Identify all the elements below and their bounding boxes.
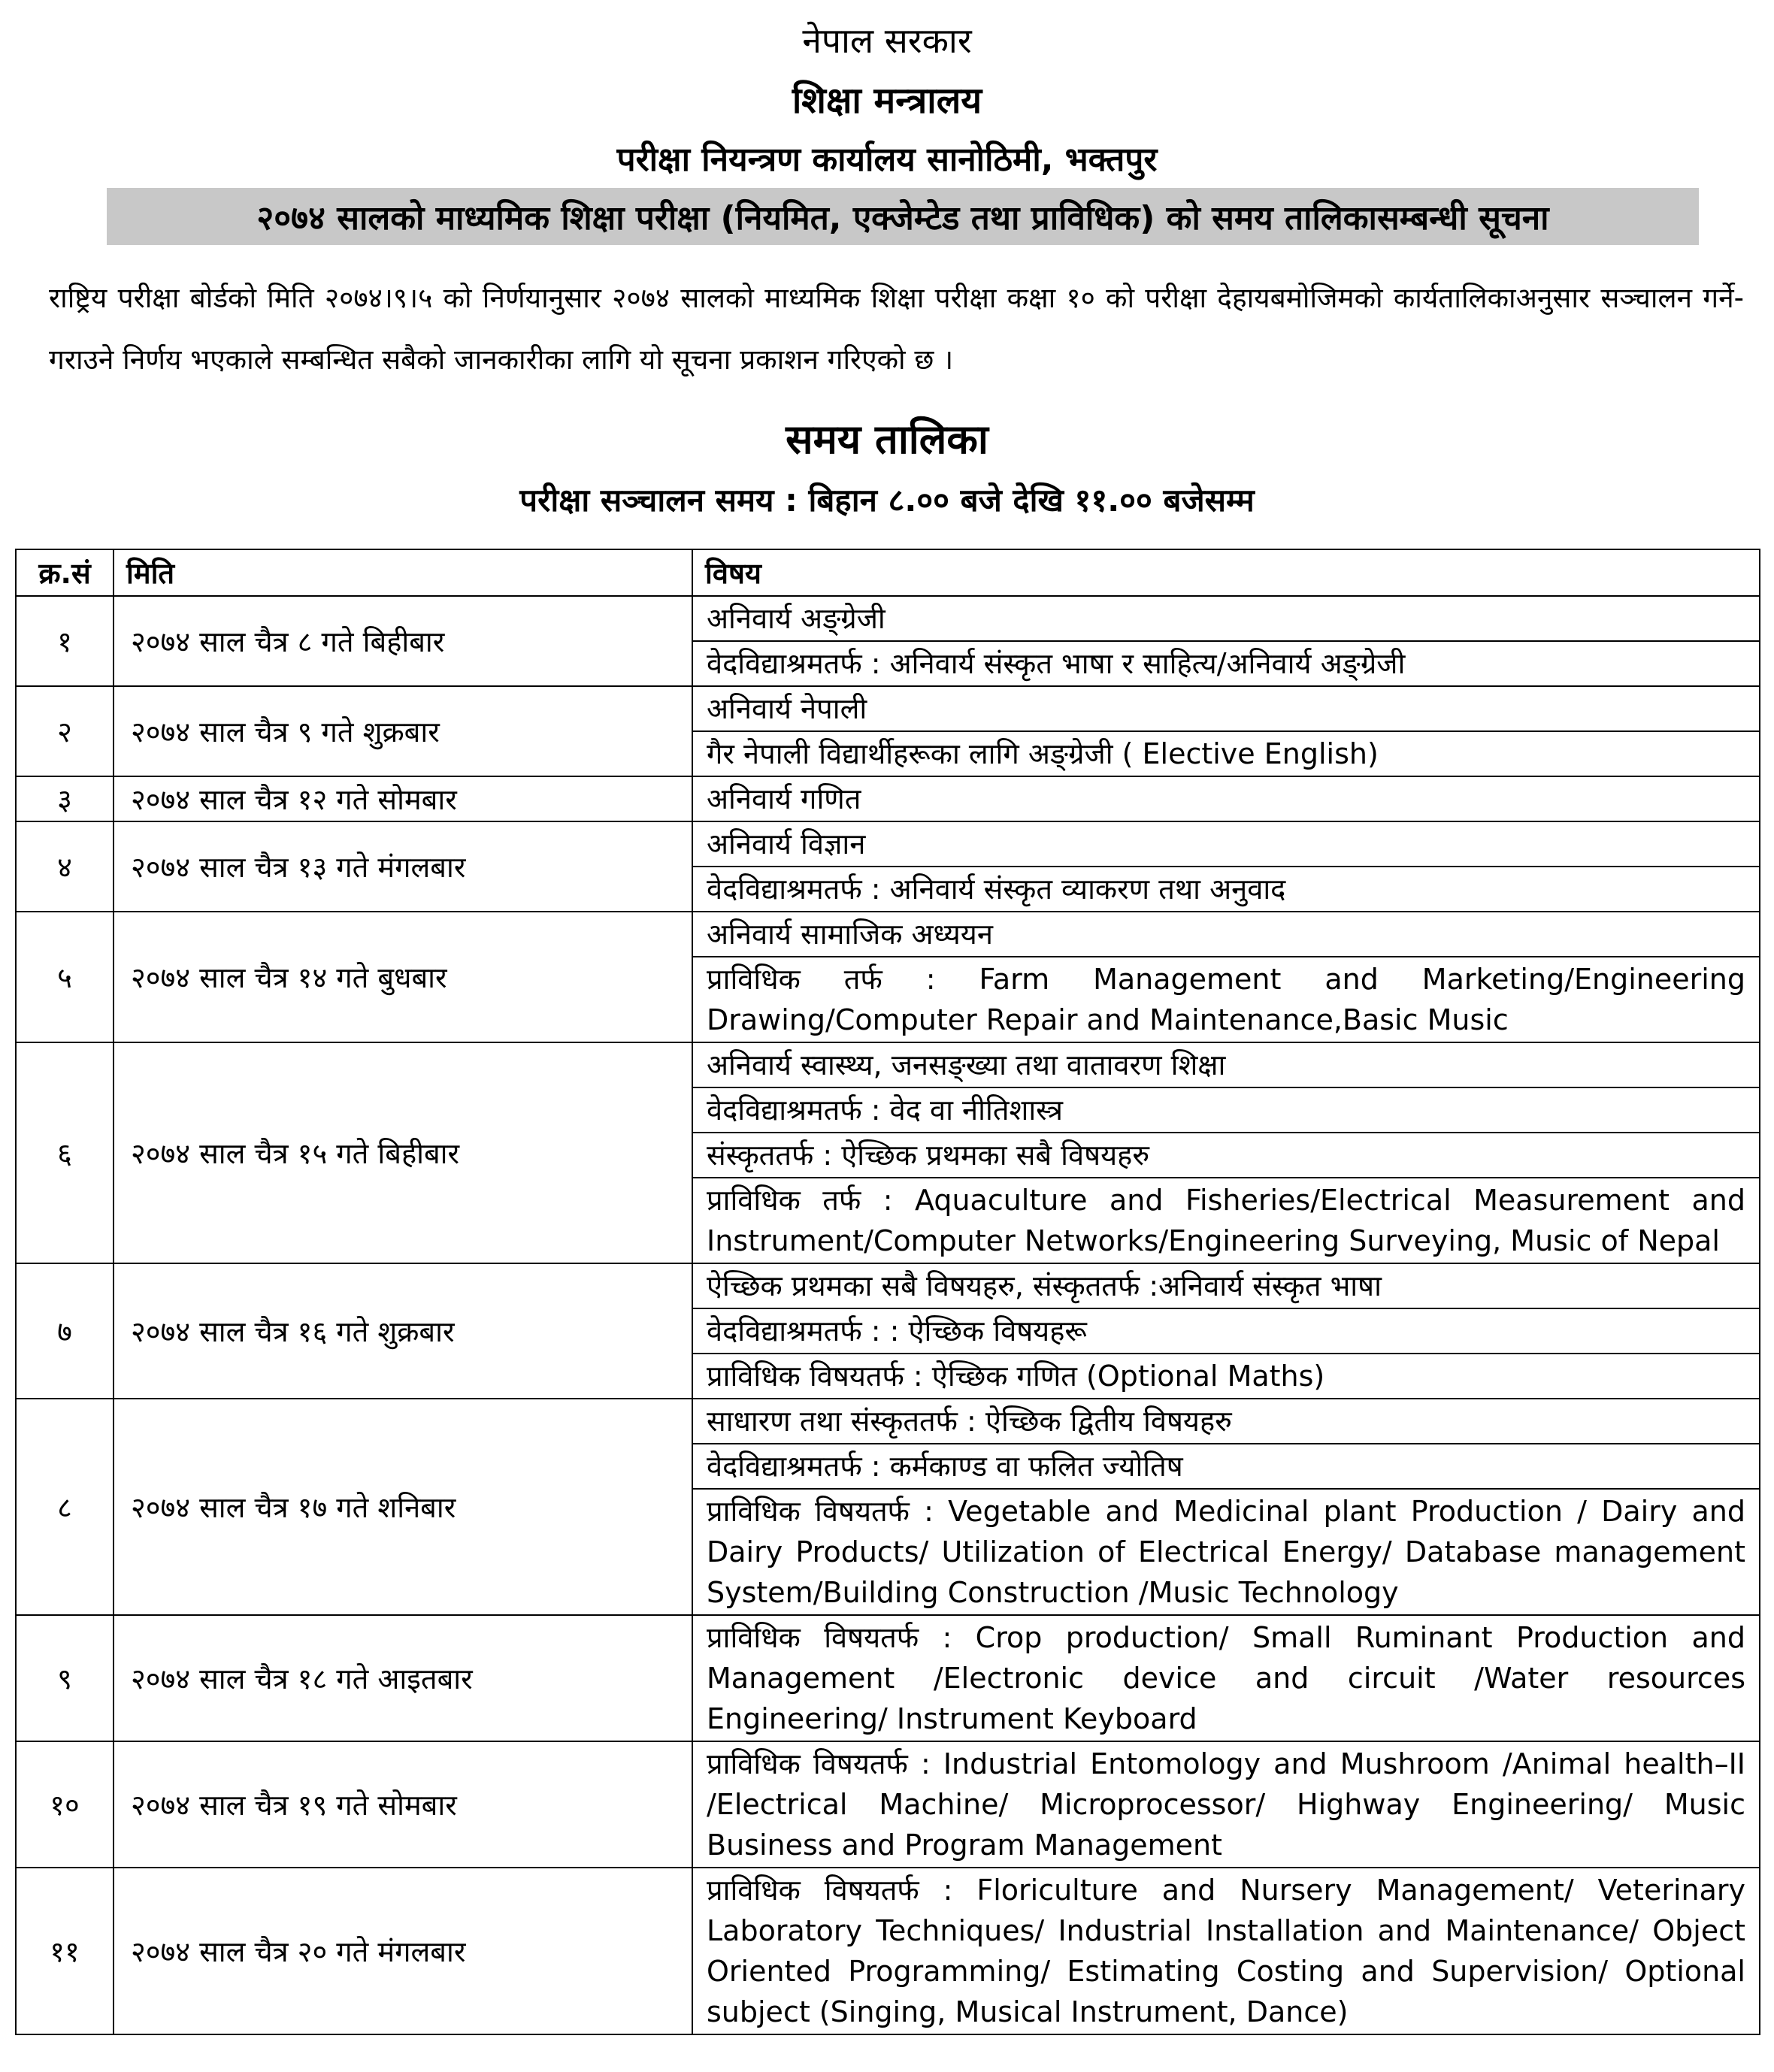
table-row	[16, 596, 1760, 641]
row-date: २०७४ साल चैत्र १२ गते सोमबार	[114, 776, 692, 821]
row-date: २०७४ साल चैत्र १७ गते शनिबार	[114, 1399, 692, 1615]
row-date: २०७४ साल चैत्र २० गते मंगलबार	[114, 1868, 692, 2034]
row-subject: अनिवार्य स्वास्थ्य, जनसङ्ख्या तथा वातावरण शिक्षा	[692, 1042, 1760, 1087]
row-date: २०७४ साल चैत्र १४ गते बुधबार	[114, 912, 692, 1042]
row-serial-number: ८	[16, 1399, 114, 1615]
row-subject: प्राविधिक तर्फ : Farm Management and Marketing/Engineering Drawing/Computer Repair and Maintenance,Basic Music	[692, 957, 1760, 1042]
row-subject: साधारण तथा संस्कृततर्फ : ऐच्छिक द्वितीय विषयहरु	[692, 1399, 1760, 1444]
row-serial-number: २	[16, 686, 114, 776]
table-row	[16, 1741, 1760, 1868]
row-subject: वेदविद्याश्रमतर्फ : : ऐच्छिक विषयहरू	[692, 1308, 1760, 1354]
row-subject: अनिवार्य विज्ञान	[692, 821, 1760, 867]
row-serial-number: ११	[16, 1868, 114, 2034]
row-date: २०७४ साल चैत्र १६ गते शुक्रबार	[114, 1263, 692, 1399]
row-date: २०७४ साल चैत्र १५ गते बिहीबार	[114, 1042, 692, 1263]
row-subject: प्राविधिक विषयतर्फ : Industrial Entomology and Mushroom /Animal health–II /Electrical Machine/ Microprocessor/ Highway Engineering/ Music Business and Program Management	[692, 1741, 1760, 1868]
row-subject: प्राविधिक विषयतर्फ : Crop production/ Small Ruminant Production and Management /Electronic device and circuit /Water resources Engineering/ Instrument Keyboard	[692, 1615, 1760, 1741]
row-subject: अनिवार्य नेपाली	[692, 686, 1760, 731]
row-serial-number: १०	[16, 1741, 114, 1868]
row-serial-number: ५	[16, 912, 114, 1042]
row-subject: गैर नेपाली विद्यार्थीहरूका लागि अङ्ग्रेजी ( Elective English)	[692, 731, 1760, 776]
exam-time: परीक्षा सञ्चालन समय : बिहान ८.०० बजे देखि ११.०० बजेसम्म	[519, 482, 1255, 519]
row-subject: अनिवार्य सामाजिक अध्ययन	[692, 912, 1760, 957]
row-serial-number: १	[16, 596, 114, 686]
row-subject: प्राविधिक विषयतर्फ : ऐच्छिक गणित (Optional Maths)	[692, 1354, 1760, 1399]
row-date: २०७४ साल चैत्र १३ गते मंगलबार	[114, 821, 692, 912]
row-serial-number: ९	[16, 1615, 114, 1741]
intro-paragraph: राष्ट्रिय परीक्षा बोर्डको मिति २०७४।९।५ को निर्णयानुसार २०७४ सालको माध्यमिक शिक्षा परीक्षा कक्षा १० को परीक्षा देहायबमोजिमको कार्यतालिकाअनुसार सञ्चालन गर्ने-गराउने निर्णय भएकाले सम्बन्धित सबैको जानकारीका लागि यो सूचना प्रकाशन गरिएको छ ।	[49, 282, 1744, 376]
table-row	[16, 821, 1760, 867]
header-subject: विषय	[692, 549, 1760, 596]
row-subject: प्राविधिक विषयतर्फ : Floriculture and Nursery Management/ Veterinary Laboratory Techniques/ Industrial Installation and Maintenance/ Object Oriented Programming/ Estimating Costing and Supervision/ Optional subject (Singing, Musical Instrument, Dance)	[692, 1868, 1760, 2034]
table-row	[16, 1399, 1760, 1444]
row-subject: वेदविद्याश्रमतर्फ : अनिवार्य संस्कृत भाषा र साहित्य/अनिवार्य अङ्ग्रेजी	[692, 641, 1760, 686]
header-sn: क्र.सं	[16, 549, 114, 596]
row-subject: वेदविद्याश्रमतर्फ : कर्मकाण्ड वा फलित ज्योतिष	[692, 1444, 1760, 1489]
row-serial-number: ४	[16, 821, 114, 912]
table-row	[16, 1042, 1760, 1087]
table-row	[16, 776, 1760, 821]
notice-title: २०७४ सालको माध्यमिक शिक्षा परीक्षा (नियमित, एक्जेम्टेड तथा प्राविधिक) को समय तालिकासम्बन्धी सूचना	[107, 188, 1699, 245]
row-subject: प्राविधिक तर्फ : Aquaculture and Fisheries/Electrical Measurement and Instrument/Computer Networks/Engineering Surveying, Music of Nepal	[692, 1178, 1760, 1263]
row-subject: वेदविद्याश्रमतर्फ : वेद वा नीतिशास्त्र	[692, 1087, 1760, 1133]
row-subject: अनिवार्य अङ्ग्रेजी	[692, 596, 1760, 641]
row-date: २०७४ साल चैत्र ८ गते बिहीबार	[114, 596, 692, 686]
row-subject: संस्कृततर्फ : ऐच्छिक प्रथमका सबै विषयहरु	[692, 1133, 1760, 1178]
table-row	[16, 686, 1760, 731]
row-serial-number: ६	[16, 1042, 114, 1263]
row-serial-number: ७	[16, 1263, 114, 1399]
row-date: २०७४ साल चैत्र १९ गते सोमबार	[114, 1741, 692, 1868]
ministry-heading: शिक्षा मन्त्रालय	[792, 80, 982, 122]
table-row	[16, 1615, 1760, 1741]
table-header-row	[16, 549, 1760, 596]
row-serial-number: ३	[16, 776, 114, 821]
row-subject: वेदविद्याश्रमतर्फ : अनिवार्य संस्कृत व्याकरण तथा अनुवाद	[692, 867, 1760, 912]
row-date: २०७४ साल चैत्र १८ गते आइतबार	[114, 1615, 692, 1741]
row-subject: अनिवार्य गणित	[692, 776, 1760, 821]
row-subject: प्राविधिक विषयतर्फ : Vegetable and Medicinal plant Production / Dairy and Dairy Products/ Utilization of Electrical Energy/ Database management System/Building Construction /Music Technology	[692, 1489, 1760, 1615]
table-row	[16, 1263, 1760, 1308]
table-row	[16, 1868, 1760, 2034]
row-date: २०७४ साल चैत्र ९ गते शुक्रबार	[114, 686, 692, 776]
schedule-table	[15, 549, 1760, 2035]
schedule-body	[16, 596, 1760, 2034]
table-row	[16, 912, 1760, 957]
office-heading: परीक्षा नियन्त्रण कार्यालय सानोठिमी, भक्तपुर	[616, 141, 1158, 179]
schedule-title: समय तालिका	[786, 416, 988, 463]
header-date: मिति	[114, 549, 692, 596]
row-subject: ऐच्छिक प्रथमका सबै विषयहरु, संस्कृततर्फ :अनिवार्य संस्कृत भाषा	[692, 1263, 1760, 1308]
government-heading: नेपाल सरकार	[802, 20, 972, 61]
